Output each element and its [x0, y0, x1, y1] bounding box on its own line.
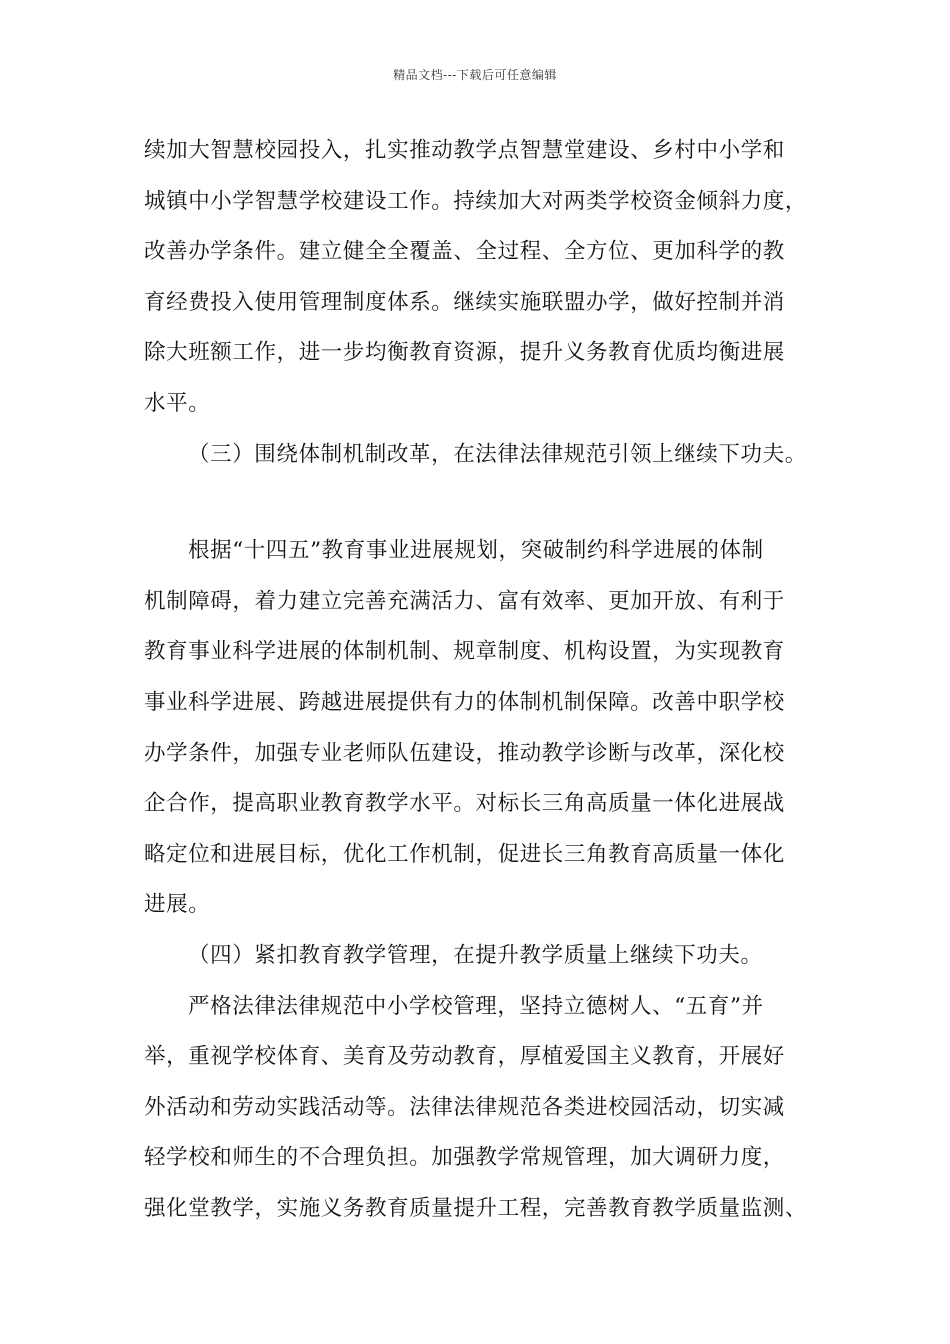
text-line: 企合作，提高职业教育教学水平。对标长三角高质量一体化进展战	[144, 791, 785, 817]
text-line: 续加大智慧校园投入，扎实推动教学点智慧堂建设、乡村中小学和	[144, 138, 785, 163]
text-line: 事业科学进展、跨越进展提供有力的体制机制保障。改善中职学校	[144, 689, 785, 715]
text-line: 轻学校和师生的不合理负担。加强教学常规管理，加大调研力度，	[144, 1145, 785, 1171]
text-line: 进展。	[144, 892, 211, 918]
text-line: 严格法律法律规范中小学校管理，坚持立德树人、“五育”并	[188, 993, 764, 1019]
text-line: 举，重视学校体育、美育及劳动教育，厚植爱国主义教育，开展好	[144, 1044, 785, 1070]
text-line: 外活动和劳动实践活动等。法律法律规范各类进校园活动，切实减	[144, 1094, 785, 1120]
text-line: 城镇中小学智慧学校建设工作。持续加大对两类学校资金倾斜力度，	[144, 188, 808, 214]
page-header: 精品文档---下载后可任意编辑	[393, 68, 557, 82]
text-line: 强化堂教学，实施义务教育质量提升工程，完善教育教学质量监测、	[144, 1195, 808, 1221]
text-line: 办学条件，加强专业老师队伍建设，推动教学诊断与改革，深化校	[144, 740, 785, 766]
text-line: 根据“十四五”教育事业进展规划，突破制约科学进展的体制	[188, 538, 764, 564]
paragraph	[144, 531, 814, 936]
section-heading: （三）围绕体制机制改革，在法律法律规范引领上继续下功夫。	[188, 441, 807, 467]
text-line: 机制障碍，着力建立完善充满活力、富有效率、更加开放、有利于	[144, 588, 785, 614]
text-line: 改善办学条件。建立健全全覆盖、全过程、全方位、更加科学的教	[144, 239, 785, 265]
paragraph-continuation	[144, 131, 814, 435]
text-line: 水平。	[144, 390, 211, 416]
paragraph	[144, 987, 814, 1240]
text-line: 教育事业科学进展的体制机制、规章制度、机构设置，为实现教育	[144, 639, 785, 665]
text-line: 略定位和进展目标，优化工作机制，促进长三角教育高质量一体化	[144, 841, 785, 867]
text-line: 育经费投入使用管理制度体系。继续实施联盟办学，做好控制并消	[144, 289, 785, 315]
section-heading: （四）紧扣教育教学管理，在提升教学质量上继续下功夫。	[188, 942, 763, 968]
text-line: 除大班额工作，进一步均衡教育资源，提升义务教育优质均衡进展	[144, 340, 785, 366]
document-body	[144, 131, 814, 1239]
spacer	[144, 485, 814, 531]
